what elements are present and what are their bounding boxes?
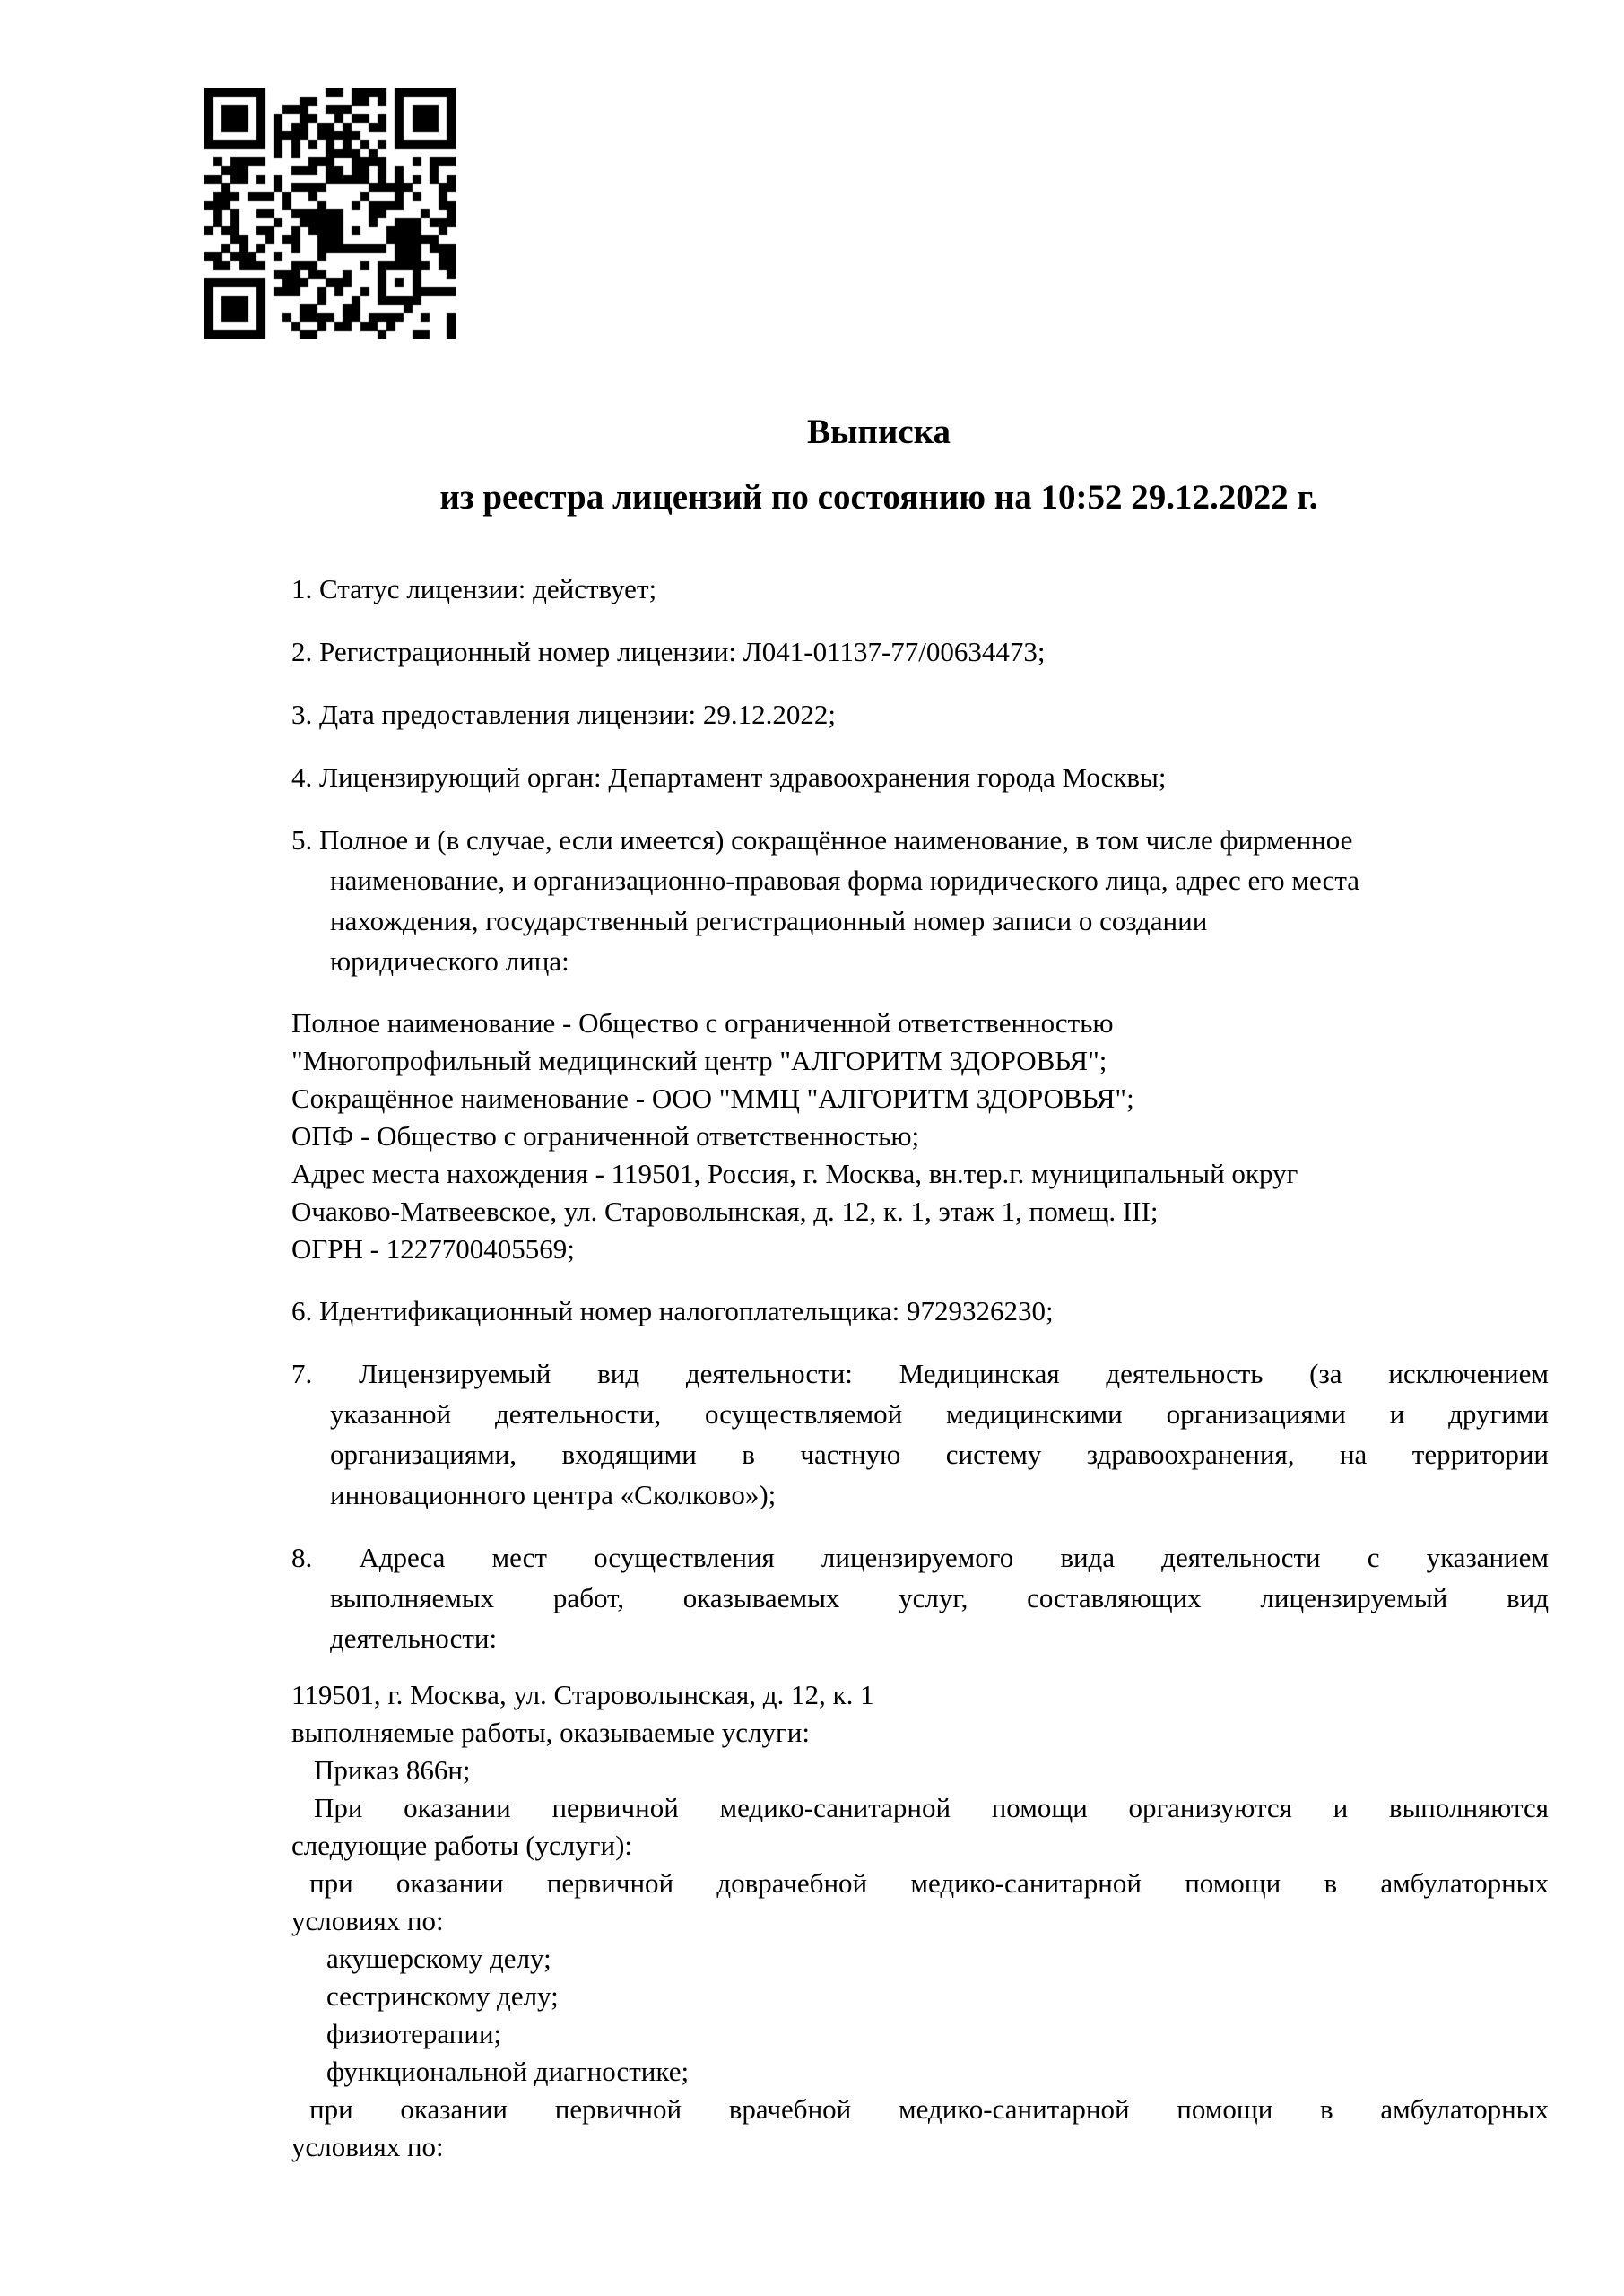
document-line: 6. Идентификационный номер налогоплательщика: 9729326230; [291, 1295, 1054, 1326]
document-line: 3. Дата предоставления лицензии: 29.12.2022; [291, 699, 837, 730]
document-line: юридического лица: [330, 945, 569, 977]
document-line: 7. Лицензируемый вид деятельности: Медицинская деятельность (за исключением [291, 1358, 1549, 1389]
document-line: следующие работы (услуги): [291, 1830, 633, 1861]
document-line: физиотерапии; [326, 2018, 502, 2049]
document-line: 4. Лицензирующий орган: Департамент здравоохранения города Москвы; [291, 761, 1167, 793]
document-line: Приказ 866н; [314, 1754, 471, 1786]
document-line: функциональной диагностике; [326, 2056, 690, 2087]
document-line: Сокращённое наименование - ООО "ММЦ "АЛГОРИТМ ЗДОРОВЬЯ"; [291, 1083, 1134, 1114]
document-line: указанной деятельности, осуществляемой медицинскими организациями и другими [330, 1398, 1549, 1430]
document-line: Полное наименование - Общество с ограниченной ответственностью [291, 1007, 1114, 1039]
document-line: условиях по: [291, 1905, 444, 1936]
document-line: наименование, и организационно-правовая форма юридического лица, адрес его места [330, 865, 1360, 896]
document-line: организациями, входящими в частную систему здравоохранения, на территории [330, 1439, 1549, 1470]
document-line: Адрес места нахождения - 119501, Россия, г. Москва, вн.тер.г. муниципальный округ [291, 1158, 1298, 1189]
document-line: При оказании первичной медико-санитарной помощи организуются и выполняются [314, 1792, 1549, 1823]
document-line: инновационного центра «Сколково»); [330, 1479, 777, 1510]
document-line: Очаково-Матвеевское, ул. Староволынская, д. 12, к. 1, этаж 1, помещ. III; [291, 1196, 1159, 1227]
document-line: выполняемых работ, оказываемых услуг, составляющих лицензируемый вид [330, 1582, 1549, 1613]
page-subtitle: из реестра лицензий по состоянию на 10:52 29.12.2022 г. [439, 478, 1318, 517]
document-line: ОГРН - 1227700405569; [291, 1233, 575, 1265]
document-line: 1. Статус лицензии: действует; [291, 573, 657, 604]
document-line: ОПФ - Общество с ограниченной ответственностью; [291, 1120, 920, 1152]
document-line: акушерскому делу; [326, 1943, 551, 1974]
document-line: 2. Регистрационный номер лицензии: Л041-01137-77/00634473; [291, 636, 1046, 667]
document-line: при оказании первичной доврачебной медико-санитарной помощи в амбулаторных [309, 1867, 1549, 1899]
document-body [291, 569, 1549, 2166]
page-title: Выписка [806, 413, 951, 451]
document-line: 5. Полное и (в случае, если имеется) сокращённое наименование, в том числе фирменное [291, 824, 1353, 856]
qr-code [204, 88, 456, 339]
document-line: условиях по: [291, 2131, 444, 2162]
document-header [206, 411, 1551, 519]
document-line: нахождения, государственный регистрационный номер записи о создании [330, 905, 1208, 936]
document-line: при оказании первичной врачебной медико-санитарной помощи в амбулаторных [309, 2093, 1549, 2125]
document-line: 119501, г. Москва, ул. Староволынская, д. 12, к. 1 [291, 1679, 874, 1710]
document-line: деятельности: [330, 1622, 498, 1654]
document-line: "Многопрофильный медицинский центр "АЛГОРИТМ ЗДОРОВЬЯ"; [291, 1045, 1107, 1076]
document-line: 8. Адреса мест осуществления лицензируемого вида деятельности с указанием [291, 1542, 1549, 1573]
document-line: выполняемые работы, оказываемые услуги: [291, 1717, 810, 1748]
document-line: сестринскому делу; [326, 1980, 559, 2012]
